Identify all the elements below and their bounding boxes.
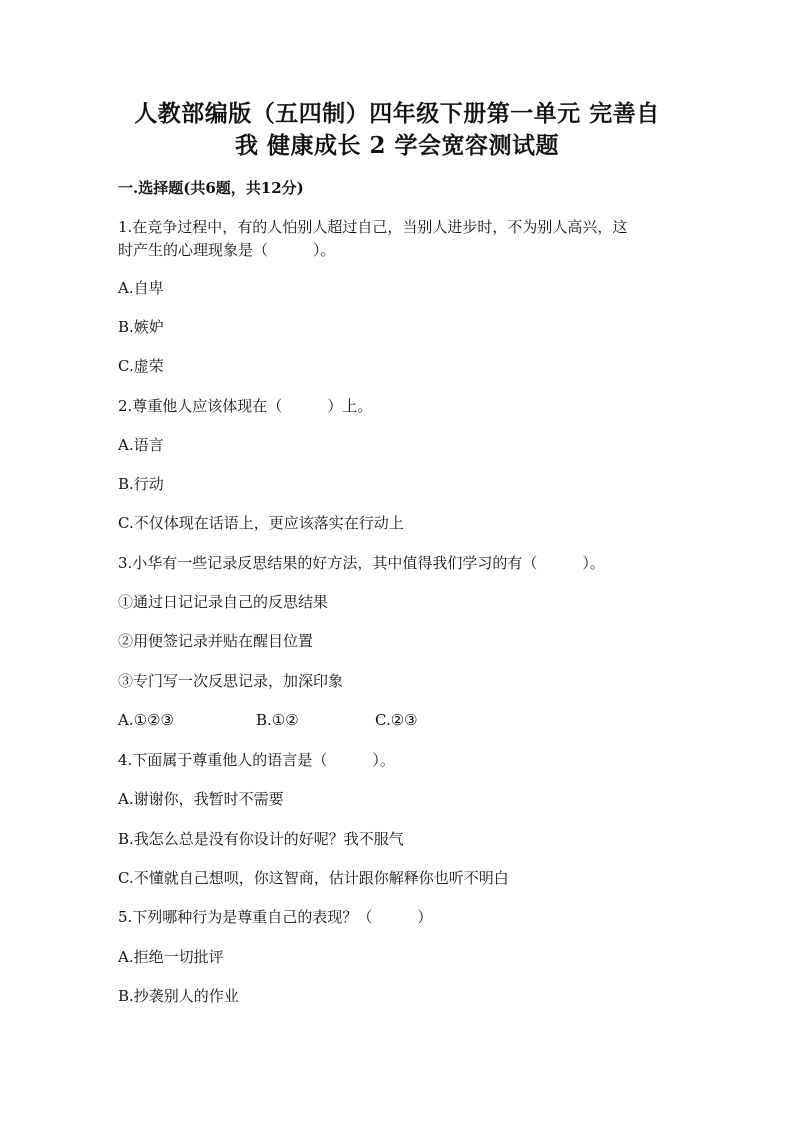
question-3-option-a: A.①②③	[118, 711, 174, 729]
document-title-line-1: 人教部编版（五四制）四年级下册第一单元 完善自	[134, 100, 660, 127]
question-1-option-a: A.自卑	[118, 279, 164, 297]
question-2-option-b: B.行动	[118, 475, 164, 493]
section-heading: 一.选择题(共6题，共12分)	[118, 179, 304, 197]
question-5-option-b: B.抄袭别人的作业	[118, 987, 239, 1005]
document-title-line-2: 我 健康成长 2 学会宽容测试题	[234, 132, 560, 159]
question-3-option-c: C.②③	[375, 711, 418, 729]
question-4-option-c: C.不懂就自己想呗，你这智商，估计跟你解释你也听不明白	[118, 869, 509, 887]
question-2-option-a: A.语言	[118, 436, 164, 454]
question-4-stem: 4.下面属于尊重他人的语言是（ ）。	[118, 751, 395, 769]
question-5-option-a: A.拒绝一切批评	[118, 948, 224, 966]
question-4-option-a: A.谢谢你，我暂时不需要	[118, 790, 284, 808]
question-2-stem: 2.尊重他人应该体现在（ ）上。	[118, 397, 373, 415]
question-3-item-3: ③专门写一次反思记录，加深印象	[118, 672, 344, 690]
question-1-stem-line-1: 1.在竞争过程中，有的人怕别人超过自己，当别人进步时，不为别人高兴，这	[118, 218, 628, 236]
question-3-option-b: B.①②	[256, 711, 299, 729]
question-2-option-c: C.不仅体现在话语上，更应该落实在行动上	[118, 514, 404, 532]
question-1-option-c: C.虚荣	[118, 357, 164, 375]
question-1-stem-line-2: 时产生的心理现象是（ ）。	[118, 241, 336, 259]
question-3-options-row	[118, 710, 418, 730]
question-3-item-1: ①通过日记记录自己的反思结果	[118, 593, 329, 611]
question-5-stem: 5.下列哪种行为是尊重自己的表现？（ ）	[118, 908, 433, 926]
question-3-stem: 3.小华有一些记录反思结果的好方法，其中值得我们学习的有（ ）。	[118, 554, 605, 572]
question-4-option-b: B.我怎么总是没有你设计的好呢？我不服气	[118, 830, 404, 848]
question-3-item-2: ②用便签记录并贴在醒目位置	[118, 632, 314, 650]
question-1-option-b: B.嫉妒	[118, 318, 164, 336]
